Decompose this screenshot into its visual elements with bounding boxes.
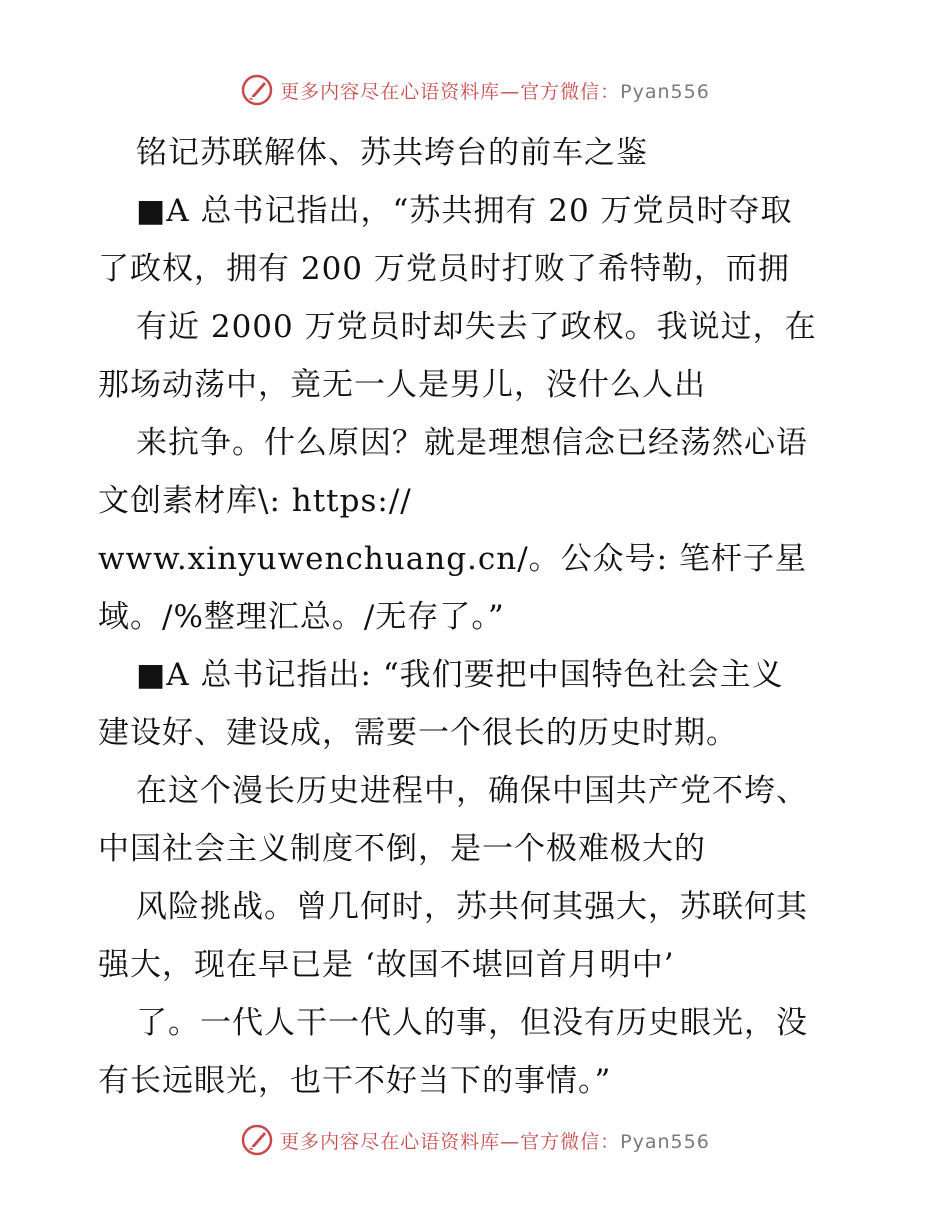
header-watermark <box>0 72 950 108</box>
text-line: 中国社会主义制度不倒，是一个极难极大的 <box>98 831 706 867</box>
text-line: 有近 2000 万党员时却失去了政权。我说过，在 <box>136 309 817 345</box>
text-line: 了政权，拥有 200 万党员时打败了希特勒，而拥 <box>98 251 790 287</box>
footer-watermark <box>0 1122 950 1158</box>
text-line: ■A 总书记指出: “我们要把中国特色社会主义 <box>136 657 784 693</box>
text-line: www.xinyuwenchuang.cn/。公众号: 笔杆子星 <box>98 541 807 577</box>
text-line: 来抗争。什么原因？就是理想信念已经荡然心语 <box>136 425 808 461</box>
feather-pen-logo-icon <box>240 1123 274 1157</box>
text-line: 强大，现在早已是 ‘故国不堪回首月明中’ <box>98 947 675 983</box>
heading-line: 铭记苏联解体、苏共垮台的前车之鉴 <box>136 135 648 171</box>
watermark-text: 更多内容尽在心语资料库—官方微信：Pyan556 <box>280 1130 710 1153</box>
text-line: 域。/%整理汇总。/无存了。” <box>98 599 505 635</box>
feather-pen-logo-icon <box>240 73 274 107</box>
watermark-text: 更多内容尽在心语资料库—官方微信：Pyan556 <box>280 80 710 103</box>
text-line: ■A 总书记指出，“苏共拥有 20 万党员时夺取 <box>136 193 793 229</box>
text-line: 文创素材库\: https:// <box>98 483 412 519</box>
text-line: 那场动荡中，竟无一人是男儿，没什么人出 <box>98 367 706 403</box>
text-line: 在这个漫长历史进程中，确保中国共产党不垮、 <box>136 773 808 809</box>
text-line: 风险挑战。曾几何时，苏共何其强大，苏联何其 <box>136 889 808 925</box>
text-line: 建设好、建设成，需要一个很长的历史时期。 <box>98 715 738 751</box>
text-line: 有长远眼光，也干不好当下的事情。” <box>98 1063 612 1099</box>
text-line: 了。一代人干一代人的事，但没有历史眼光，没 <box>136 1005 808 1041</box>
